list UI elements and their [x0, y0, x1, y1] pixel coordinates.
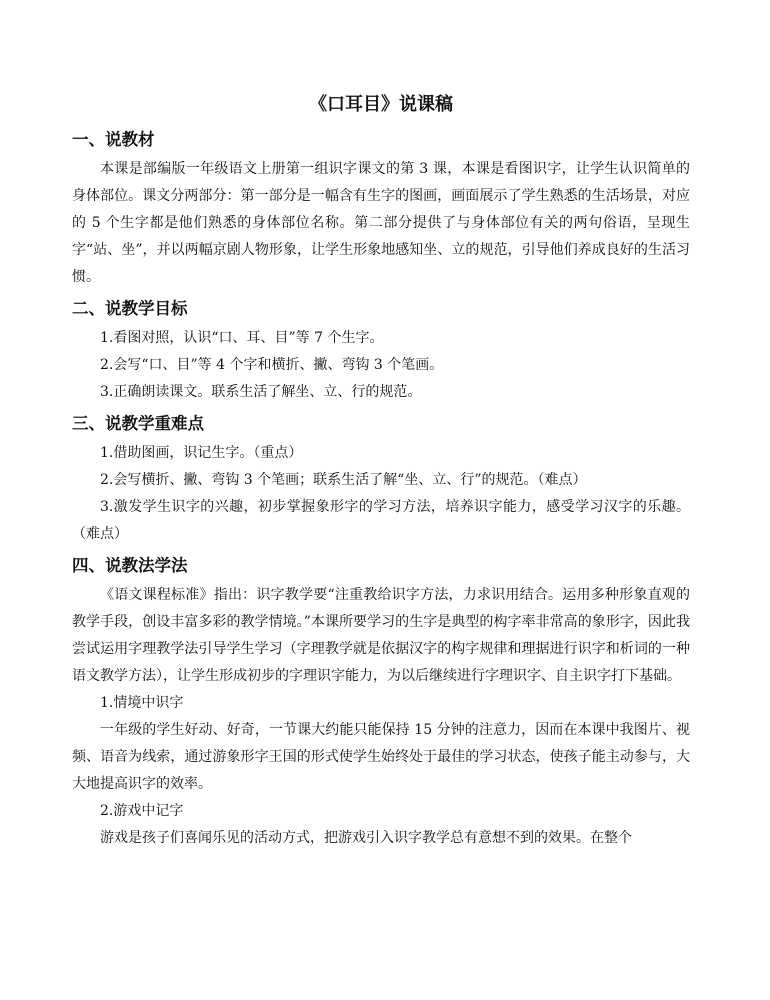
- list-item: 3.正确朗读课文。联系生活了解坐、立、行的规范。: [100, 384, 422, 400]
- section-textbook: [72, 128, 690, 291]
- sub-heading: 1.情境中识字: [100, 695, 184, 711]
- section-heading: 二、说教学目标: [72, 299, 188, 318]
- list-item: 2.会写横折、撇、弯钩 3 个笔画；联系生活了解“坐、立、行”的规范。（难点）: [100, 472, 587, 488]
- paragraph: 《语文课程标准》指出：识字教学要“注重教给识字方法，力求识用结合。运用多种形象直观的教学手段，创设丰富多彩的教学情境。”本课所要学习的生字是典型的构字率非常高的象形字，因此我尝试运用字理教学法引导学生学习（字理教学就是依据汉字的构字规律和理据进行识字和析词的一种语文教学方法），让学生形成初步的字理识字能力，为以后继续进行字理识字、自主识字打下基础。: [72, 587, 690, 684]
- sub-heading: 2.游戏中记字: [100, 803, 184, 819]
- list-item: 2.会写“口、目”等 4 个字和横折、撇、弯钩 3 个笔画。: [100, 357, 444, 373]
- paragraph: 一年级的学生好动、好奇，一节课大约能只能保持 15 分钟的注意力，因而在本课中我图片、视频、语音为线索，通过游象形字王国的形式使学生始终处于最佳的学习状态，使孩子能主动参与，大大地提高识字的效率。: [72, 722, 690, 792]
- list-item: 3.激发学生识字的兴趣，初步掌握象形字的学习方法，培养识字能力，感受学习汉字的乐趣。（难点）: [72, 499, 690, 542]
- paragraph: 本课是部编版一年级语文上册第一组识字课文的第 3 课，本课是看图识字，让学生认识简单的身体部位。课文分两部分：第一部分是一幅含有生字的图画，画面展示了学生熟悉的生活场景，对应的 5 个生字都是他们熟悉的身体部位名称。第二部分提供了与身体部位有关的两句俗语，呈现生字“站、坐”，并以两幅京剧人物形象，让学生形象地感知坐、立的规范，引导他们养成良好的生活习惯。: [72, 161, 690, 285]
- document-title: 《口耳目》说课稿: [309, 94, 453, 115]
- paragraph: 游戏是孩子们喜闻乐见的活动方式，把游戏引入识字教学总有意想不到的效果。在整个: [100, 830, 632, 846]
- section-key-points: [72, 412, 690, 548]
- section-heading: 四、说教法学法: [72, 556, 188, 575]
- section-methods: [72, 554, 690, 852]
- section-teaching-goals: [72, 297, 690, 406]
- section-heading: 一、说教材: [72, 130, 155, 149]
- section-heading: 三、说教学重难点: [72, 414, 204, 433]
- list-item: 1.看图对照，认识“口、耳、目”等 7 个生字。: [100, 330, 384, 346]
- list-item: 1.借助图画，识记生字。（重点）: [100, 445, 303, 461]
